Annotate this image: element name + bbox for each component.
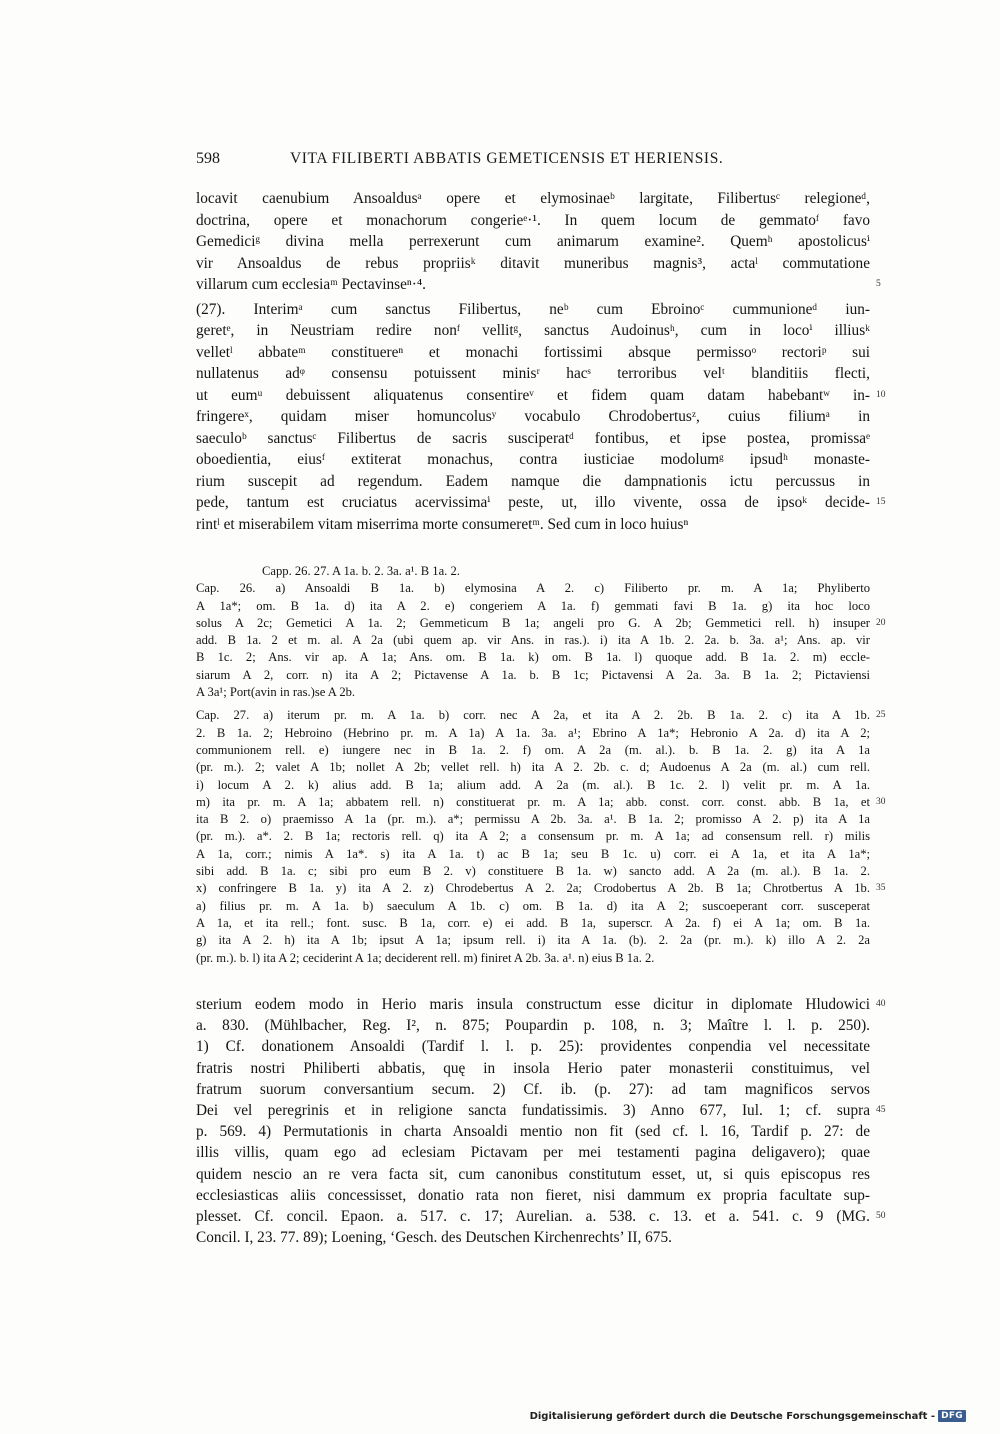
main-text — [196, 188, 886, 535]
apparatus-line-text: 2. B 1a. 2; Hebroino (Hebrino pr. m. A 1a) A 1a. 3a. a¹; Ebrino A 1a*; Hebronio A 2a. d) ita A 2; — [196, 725, 870, 740]
apparatus-line — [196, 794, 886, 811]
apparatus-line — [196, 828, 870, 845]
apparatus-line-text: g) ita A 2. h) ita A 1b; ipsut A 1a; ipsum rell. i) ita A 1a. (b). 2. 2a (pr. m.). k) illo A 2. 2a — [196, 933, 870, 948]
apparatus-line-text: A 1a, corr.; nimis A 1a*. s) ita A 1a. t) ac B 1a; seu B 1c. u) corr. ei A 1a, et ita A 1a*; — [196, 846, 870, 861]
footnote-line — [196, 1164, 870, 1185]
main-text-line — [196, 320, 870, 342]
main-text-line — [196, 210, 870, 232]
footnotes — [196, 994, 886, 1248]
apparatus-line-text: m) ita pr. m. A 1a; abbatem rell. n) constituerat pr. m. A 1a; abb. const. corr. const. abb. B 1a, et — [196, 794, 870, 809]
apparatus-line — [196, 811, 870, 828]
apparatus-line — [196, 846, 870, 863]
line-number: 45 — [876, 1104, 886, 1115]
line-number: 15 — [876, 497, 886, 507]
page-header — [196, 150, 872, 172]
footnote-line — [196, 1100, 886, 1121]
line-number: 35 — [876, 883, 886, 894]
line-number: 50 — [876, 1210, 886, 1221]
footnote-line-text: sterium eodem modo in Herio maris insula constructum esse dicitur in diplomate Hludowici — [196, 996, 870, 1013]
main-text-line — [196, 428, 870, 450]
line-number: 40 — [876, 999, 886, 1009]
main-text-line — [196, 363, 870, 385]
footnote-line — [196, 1015, 870, 1036]
footnote-line — [196, 1079, 870, 1100]
main-text-line-text: vir Ansoaldus de rebus propriisᵏ ditavit muneribus magnis³, actaˡ commutatione — [196, 254, 870, 272]
apparatus-line — [196, 707, 886, 724]
main-text-line-text: geretᵉ, in Neustriam redire nonᶠ vellitᵍ, sanctus Audoinusʰ, cum in locoⁱ illiusᵏ — [196, 322, 870, 339]
apparatus-line-text: communionem rell. e) iungere nec in B 1a. 2. f) om. A 2a (m. al.). b. B 1a. 2. g) ita A 1a — [196, 742, 870, 757]
main-text-line — [196, 342, 870, 364]
footnote-line — [196, 1142, 870, 1163]
footnote-line-text: Dei vel peregrinis et in religione sancta fundatissimis. 3) Anno 677, Iul. 1; cf. supra — [196, 1101, 870, 1119]
main-text-line-text: velletˡ abbateᵐ constituereⁿ et monachi fortissimi absque permissoᵒ rectoriᵖ sui — [196, 343, 870, 361]
apparatus-line — [196, 649, 870, 666]
apparatus-line — [196, 667, 870, 684]
line-number: 5 — [876, 279, 881, 289]
critical-apparatus — [196, 563, 886, 967]
main-text-line — [196, 188, 870, 210]
apparatus-line-text: add. B 1a. 2 et m. al. A 2a (ubi quem ap. vir Ans. in ras.). i) ita A 1b. 2. 2a. b. 3a. a¹; Ans. ap. vir — [196, 633, 870, 648]
apparatus-line — [196, 742, 870, 759]
footnote-line-text: illis villis, quam ego ad eclesiam Pictavam per mei testamenti pagina deligavero); quae — [196, 1144, 870, 1162]
running-title: VITA FILIBERTI ABBATIS GEMETICENSIS ET HERIENSIS. — [290, 150, 724, 167]
apparatus-line — [196, 684, 870, 701]
footnote-line-text: 1) Cf. donationem Ansoaldi (Tardif l. l. p. 25): providentes conpendia vel necessitate — [196, 1038, 870, 1056]
apparatus-line-text: (pr. m.). b. l) ita A 2; ceciderint A 1a; deciderent rell. m) finiret A 2b. 3a. a¹. n) eius B 1a. 2. — [196, 950, 655, 965]
apparatus-line — [196, 777, 870, 794]
main-text-line — [196, 274, 881, 296]
apparatus-line-text: A 1a*; om. B 1a. d) ita A 2. e) congeriem A 1a. f) gemmati favi B 1a. g) ita hoc loco — [196, 598, 870, 613]
footnote-line — [196, 1036, 870, 1057]
apparatus-line-text: i) locum A 2. k) alius add. B 1a; alium add. A 2a (m. al.). B 1c. 2. l) velit pr. m. A 1a. — [196, 777, 870, 792]
footnote-line-text: plesset. Cf. concil. Epaon. a. 517. c. 17; Aurelian. a. 538. c. 13. et a. 541. c. 9 (MG. — [196, 1207, 870, 1225]
apparatus-line — [196, 915, 870, 932]
apparatus-line — [196, 580, 870, 597]
main-text-line — [196, 492, 886, 514]
apparatus-line — [196, 898, 870, 915]
main-text-line-text: ut eumᵘ debuissent aliquatenus consentireᵛ et fidem quam datam habebantʷ in- — [196, 386, 870, 404]
apparatus-line — [196, 725, 870, 742]
apparatus-line-text: B 1c. 2; Ans. vir ap. A 1a; Ans. om. B 1a. k) om. B 1a. l) quoque add. B 1a. 2. m) eccle- — [196, 650, 870, 665]
footnote-line — [196, 1185, 870, 1206]
apparatus-line-text: Cap. 27. a) iterum pr. m. A 1a. b) corr. nec A 2a, et ita A 2. 2b. B 1a. 2. c) ita A 1b. — [196, 708, 870, 723]
main-text-line-text: saeculoᵇ sanctusᶜ Filibertus de sacris susciperatᵈ fontibus, et ipse postea, promissaᵉ — [196, 429, 870, 447]
line-number: 20 — [876, 617, 886, 628]
main-text-line-text: nullatenus adᵠ consensu potuissent minisʳ hacˢ terroribus velᵗ blanditiis flecti, — [196, 365, 870, 382]
main-text-line — [196, 299, 870, 321]
apparatus-line-text: (pr. m.). a*. 2. B 1a; rectoris rell. q) ita A 2; a consensum pr. m. A 1a; ad consensum rell. r) milis — [196, 829, 870, 844]
main-text-line — [196, 406, 870, 428]
main-text-line — [196, 231, 870, 253]
apparatus-line-text: sibi add. B 1a. c; sibi pro eum B 2. v) constituere B 1a. w) sancto add. A 2a (m. al.). B 1a. 2. — [196, 864, 870, 879]
main-text-line-text: villarum cum ecclesiaᵐ Pectavinseⁿ·⁴. — [196, 276, 426, 293]
main-text-line-text: oboedientia, eiusᶠ extiterat monachus, contra iusticiae modolumᵍ ipsudʰ monaste- — [196, 451, 870, 468]
apparatus-line-text: siarum A 2, corr. n) ita A 2; Pictavense A 1a. b. B 1c; Pictavensi A 2a. 3a. B 1a. 2; Pictaviensi — [196, 667, 870, 682]
footnote-line-text: fratrum suorum conversantium secum. 2) Cf. ib. (p. 27): ad tam magnificos servos — [196, 1080, 870, 1098]
dfg-logo: DFG — [938, 1410, 966, 1422]
footnote-line — [196, 994, 886, 1015]
apparatus-line-text: solus A 2c; Gemetici A 1a. 2; Gemmeticum B 1a; angeli pro G. A 2b; Gemmetici rell. h) insuper — [196, 615, 870, 630]
apparatus-line-text: A 1a, et ita rell.; font. susc. B 1a, corr. e) ei add. B 1a, superscr. A 2a. f) ei A 1a; om. B 1a. — [196, 915, 870, 930]
apparatus-sigla: Capp. 26. 27. A 1a. b. 2. 3a. a¹. B 1a. 2. — [262, 564, 460, 578]
footnote-line — [196, 1121, 870, 1142]
apparatus-line — [196, 932, 870, 949]
main-text-line-text: doctrina, opere et monachorum congerieᵉ·¹. In quem locum de gemmatoᶠ favo — [196, 211, 870, 229]
apparatus-line — [196, 759, 870, 776]
main-text-line — [196, 514, 870, 536]
main-text-line-text: Gemediciᵍ divina mella perrexerunt cum animarum examine². Quemʰ apostolicusⁱ — [196, 233, 870, 250]
apparatus-line — [196, 632, 870, 649]
line-number: 30 — [876, 796, 886, 807]
apparatus-line — [196, 615, 886, 632]
apparatus-line-text: x) confringere B 1a. y) ita A 2. z) Chrodebertus A 2. 2a; Crodobertus A 2b. B 1a; Chrotbertus A 1b. — [196, 881, 870, 896]
main-text-line-text: rintˡ et miserabilem vitam miserrima morte consumeretᵐ. Sed cum in loco huiusⁿ — [196, 515, 689, 533]
apparatus-line — [196, 880, 886, 897]
line-number: 10 — [876, 389, 886, 400]
page-number: 598 — [196, 150, 220, 167]
apparatus-line — [196, 598, 870, 615]
apparatus-line-text: Cap. 26. a) Ansoaldi B 1a. b) elymosina A 2. c) Filiberto pr. m. A 1a; Phyliberto — [196, 581, 870, 596]
footnote-line-text: quidem nescio an re vera facta sit, cum canonibus constitutum esset, ut, si quis episcopus res — [196, 1165, 870, 1183]
main-text-line-text: locavit caenubium Ansoaldusᵃ opere et elymosinaeᵇ largitate, Filibertusᶜ relegioneᵈ, — [196, 190, 870, 207]
footnote-line-text: ecclesiasticas aliis concessisset, donatio rata non fieret, nisi dammum ex propria facultate sup- — [196, 1186, 870, 1204]
footnote-line — [196, 1206, 886, 1227]
apparatus-line-text: A 3a¹; Port(avin in ras.)se A 2b. — [196, 685, 356, 700]
main-text-line — [196, 385, 886, 407]
main-text-line-text: rium suscepit ad regendum. Eadem namque die dampnationis ictu percussus in — [196, 472, 870, 490]
main-text-line — [196, 449, 870, 471]
footnote-line-text: Concil. I, 23. 77. 89); Loening, ‘Gesch. des Deutschen Kirchenrechts’ II, 675. — [196, 1229, 672, 1247]
apparatus-line — [196, 863, 870, 880]
footnote-line-text: p. 569. 4) Permutationis in charta Ansoaldi mentio non fit (sed cf. l. 16, Tardif p. 27: de — [196, 1123, 870, 1141]
credit-text: Digitalisierung gefördert durch die Deutsche Forschungsgemeinschaft - — [529, 1410, 936, 1422]
main-text-line-text: pede, tantum est cruciatus acervissimaⁱ peste, ut, illo vivente, ossa de ipsoᵏ decide- — [196, 494, 870, 511]
footnote-line — [196, 1227, 870, 1248]
footnote-line-text: fratris nostri Philiberti abbatis, quę in insola Herio pater monasterii constituimus, vel — [196, 1059, 870, 1077]
footnote-line — [196, 1058, 870, 1079]
apparatus-line-text: a) filius pr. m. A 1a. b) saeculum A 1b. c) om. B 1a. d) ita A 2; suscoeperant corr. susceperat — [196, 898, 870, 913]
apparatus-line — [196, 950, 870, 967]
apparatus-cap-26 — [196, 580, 886, 701]
main-text-line-text: (27). Interimᵃ cum sanctus Filibertus, neᵇ cum Ebroinoᶜ cummunioneᵈ iun- — [196, 300, 870, 318]
apparatus-line-text: (pr. m.). 2; valet A 1b; nollet A 2b; vellet rell. h) ita A 2. 2b. c. d; Audoenus A 2a (m. al.) cum rell. — [196, 760, 870, 775]
line-number: 25 — [876, 710, 886, 721]
main-text-line — [196, 471, 870, 493]
apparatus-line-text: ita B 2. o) praemisso A 1a (pr. m.). a*; permissu A 2b. 3a. a¹. B 1a. 2; promisso A 2. p) ita A 1a — [196, 812, 870, 827]
main-text-line — [196, 253, 870, 275]
footnote-line-text: a. 830. (Mühlbacher, Reg. I², n. 875; Poupardin p. 108, n. 3; Maître l. l. p. 250). — [196, 1017, 870, 1035]
main-text-line-text: fringereˣ, quidam miser homuncolusʸ vocabulo Chrodobertusᶻ, cuius filiumᵃ in — [196, 408, 870, 425]
digitization-credit — [530, 1410, 966, 1422]
apparatus-cap-27 — [196, 707, 886, 966]
